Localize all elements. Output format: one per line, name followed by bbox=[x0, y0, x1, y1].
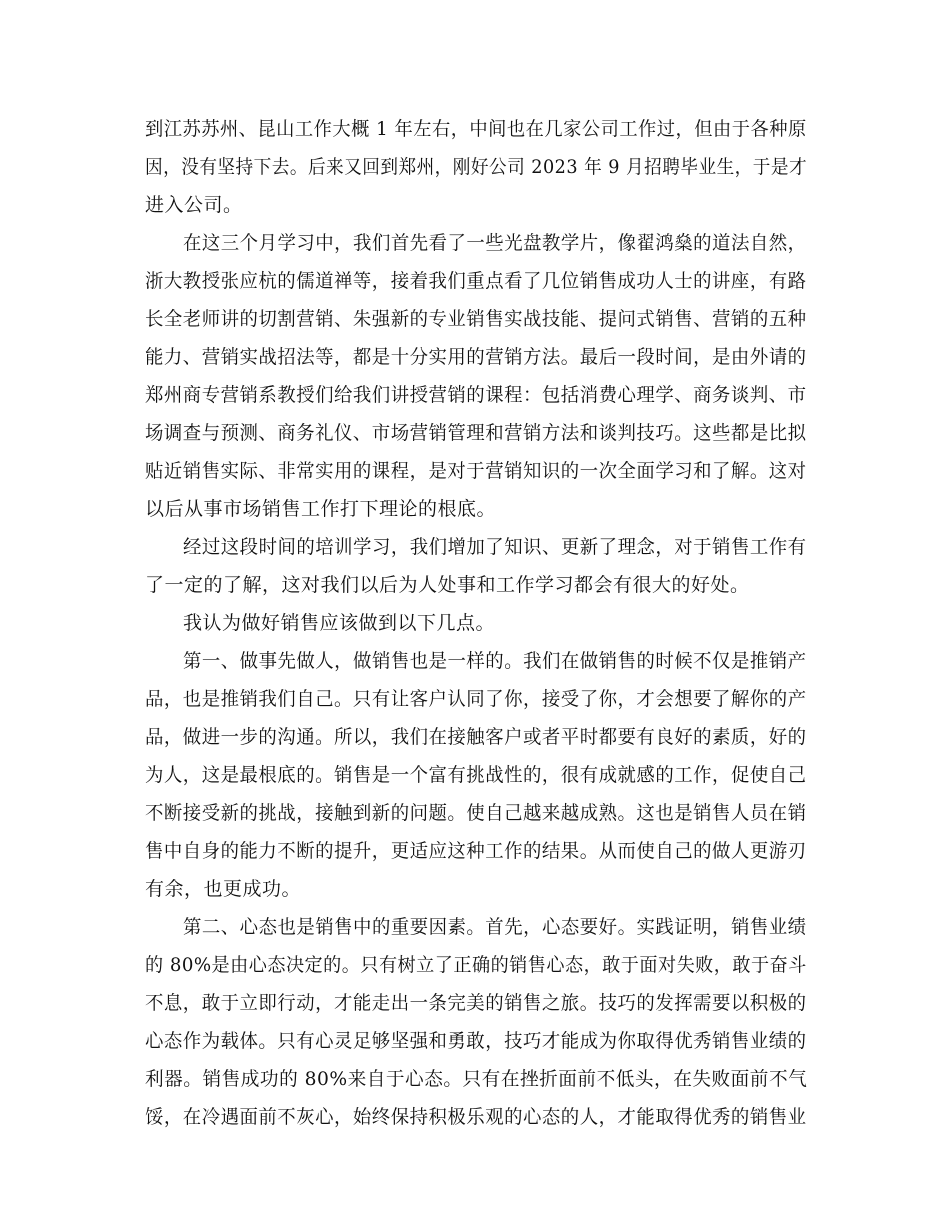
text-line: 利器。销售成功的 80%来自于心态。只有在挫折面前不低头，在失败面前不气 bbox=[145, 1068, 808, 1090]
text-line: 品，做进一步的沟通。所以，我们在接触客户或者平时都要有良好的素质，好的 bbox=[145, 726, 807, 748]
text-line: 心态作为载体。只有心灵足够坚强和勇敢，技巧才能成为你取得优秀销售业绩的 bbox=[145, 1030, 807, 1052]
text-line: 馁，在冷遇面前不灰心，始终保持积极乐观的心态的人，才能取得优秀的销售业 bbox=[145, 1106, 807, 1128]
text-line: 第二、心态也是销售中的重要因素。首先，心态要好。实践证明，销售业绩 bbox=[183, 916, 807, 938]
text-line: 的 80%是由心态决定的。只有树立了正确的销售心态，敢于面对失败，敢于奋斗 bbox=[145, 954, 807, 976]
text-line: 我认为做好销售应该做到以下几点。 bbox=[183, 612, 496, 634]
text-line: 不息，敢于立即行动，才能走出一条完美的销售之旅。技巧的发挥需要以积极的 bbox=[145, 992, 807, 1014]
text-line: 浙大教授张应杭的儒道禅等，接着我们重点看了几位销售成功人士的讲座，有路 bbox=[145, 270, 807, 292]
text-line: 在这三个月学习中，我们首先看了一些光盘教学片，像翟鸿燊的道法自然， bbox=[183, 232, 807, 254]
text-line: 场调查与预测、商务礼仪、市场营销管理和营销方法和谈判技巧。这些都是比拟 bbox=[145, 422, 807, 444]
text-line: 郑州商专营销系教授们给我们讲授营销的课程：包括消费心理学、商务谈判、市 bbox=[145, 384, 807, 406]
text-line: 不断接受新的挑战，接触到新的问题。使自己越来越成熟。这也是销售人员在销 bbox=[145, 802, 807, 824]
text-line: 贴近销售实际、非常实用的课程，是对于营销知识的一次全面学习和了解。这对 bbox=[145, 460, 807, 482]
text-line: 进入公司。 bbox=[145, 194, 243, 216]
text-line: 为人，这是最根底的。销售是一个富有挑战性的，很有成就感的工作，促使自己 bbox=[145, 764, 807, 786]
text-line: 了一定的了解，这对我们以后为人处事和工作学习都会有很大的好处。 bbox=[145, 574, 750, 596]
text-line: 以后从事市场销售工作打下理论的根底。 bbox=[145, 498, 497, 520]
text-line: 品，也是推销我们自己。只有让客户认同了你，接受了你，才会想要了解你的产 bbox=[145, 688, 807, 710]
text-line: 到江苏苏州、昆山工作大概 1 年左右，中间也在几家公司工作过，但由于各种原 bbox=[145, 118, 807, 140]
text-line: 经过这段时间的培训学习，我们增加了知识、更新了理念，对于销售工作有 bbox=[183, 536, 807, 558]
text-line: 有余，也更成功。 bbox=[145, 878, 302, 900]
text-line: 第一、做事先做人，做销售也是一样的。我们在做销售的时候不仅是推销产 bbox=[183, 650, 807, 672]
text-line: 能力、营销实战招法等，都是十分实用的营销方法。最后一段时间，是由外请的 bbox=[145, 346, 807, 368]
text-line: 售中自身的能力不断的提升，更适应这种工作的结果。从而使自己的做人更游刃 bbox=[145, 840, 807, 862]
text-line: 因，没有坚持下去。后来又回到郑州，刚好公司 2023 年 9 月招聘毕业生，于是才 bbox=[145, 156, 808, 178]
text-line: 长全老师讲的切割营销、朱强新的专业销售实战技能、提问式销售、营销的五种 bbox=[145, 308, 807, 330]
